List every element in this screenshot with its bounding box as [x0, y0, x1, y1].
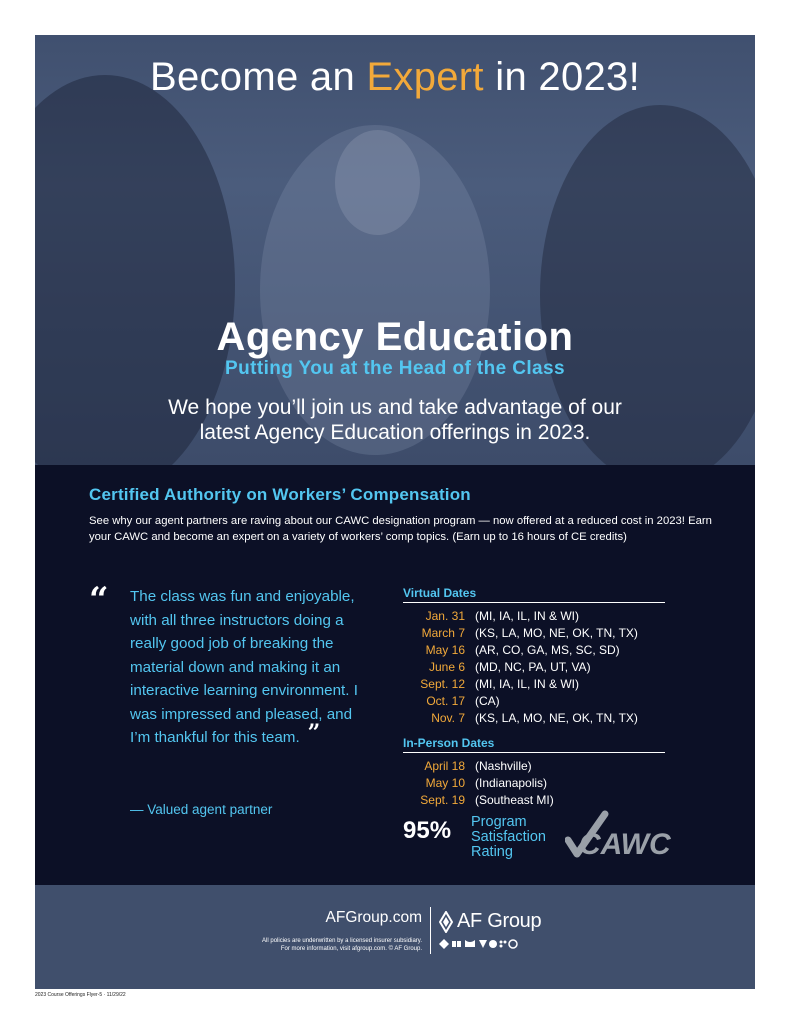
title-accent: Expert: [366, 55, 484, 99]
brand-icons: [439, 938, 549, 950]
testimonial-attribution: — Valued agent partner: [130, 802, 273, 817]
date: Oct. 17: [426, 694, 465, 708]
agency-education-heading: Agency Education: [216, 315, 574, 359]
testimonial-quote: [130, 585, 370, 750]
date: May 16: [425, 643, 465, 657]
date: Jan. 31: [425, 609, 465, 623]
date-states: (MD, NC, PA, UT, VA): [475, 660, 591, 674]
af-group-mark-icon: [439, 911, 453, 933]
footer: [35, 885, 755, 989]
open-quote-icon: “: [89, 580, 109, 620]
satisfaction-label-line: Rating: [471, 844, 513, 860]
satisfaction-label-line: Program: [471, 814, 527, 830]
close-quote-icon: ”: [307, 720, 321, 746]
date-row: [403, 659, 665, 676]
date-row: [403, 758, 665, 775]
date-location: (Nashville): [475, 759, 532, 773]
date-row: [403, 608, 665, 625]
date: June 6: [428, 660, 465, 674]
date: May 10: [425, 776, 465, 790]
date-row: [403, 676, 665, 693]
title-prefix: Become an: [149, 55, 367, 99]
flyer: [35, 35, 755, 989]
tagline: Putting You at the Head of the Class: [225, 358, 565, 379]
inperson-dates-list: [403, 758, 665, 809]
date: Sept. 19: [420, 793, 465, 807]
date-states: (AR, CO, GA, MS, SC, SD): [475, 643, 620, 657]
date: Nov. 7: [431, 711, 465, 725]
date-states: (KS, LA, MO, NE, OK, TN, TX): [475, 626, 638, 640]
footer-divider: [430, 907, 431, 954]
date-states: (CA): [475, 694, 500, 708]
testimonial-text: The class was fun and enjoyable, with all three instructors doing a really good job of breaking the material down and making it an interactive learning environment. I was impressed and pleased, and I’m thankful for this team.: [130, 588, 358, 746]
date-location: (Southeast MI): [475, 793, 554, 807]
date-states: (KS, LA, MO, NE, OK, TN, TX): [475, 711, 638, 725]
cawc-logo-text: CAWC: [579, 828, 671, 861]
date-location: (Indianapolis): [475, 776, 548, 790]
virtual-dates-list: [403, 608, 665, 727]
page-title: [35, 55, 755, 100]
date-states: (MI, IA, IL, IN & WI): [475, 677, 580, 691]
date-row: [403, 693, 665, 710]
hero-intro: We hope you’ll join us and take advantage of our latest Agency Education offerings in 2023.: [168, 396, 622, 444]
footer-url[interactable]: AFGroup.com: [325, 909, 422, 926]
af-group-wordmark: AF Group: [457, 910, 542, 932]
cawc-section: [35, 465, 755, 885]
footer-disclaimer: [35, 937, 422, 953]
title-suffix: in 2023!: [483, 55, 641, 99]
date-row: [403, 792, 665, 809]
inperson-dates-heading: In-Person Dates: [403, 736, 665, 753]
satisfaction-label-line: Satisfaction: [471, 829, 546, 845]
af-group-logo: [439, 910, 541, 933]
hero-section: [35, 35, 755, 465]
date-states: (MI, IA, IL, IN & WI): [475, 609, 580, 623]
cawc-intro: See why our agent partners are raving about our CAWC designation program — now offered at a reduced cost in 2023! Earn your CAWC and become an expert on a variety of workers’ comp topics. (Earn up to 16 hours of CE credits): [89, 515, 712, 543]
date-row: [403, 625, 665, 642]
date-row: [403, 642, 665, 659]
hero-photo-backdrop: [335, 130, 420, 235]
date-row: [403, 710, 665, 727]
document-code: 2023 Course Offerings Flyer-5 · 11/29/22: [35, 992, 126, 998]
date-row: [403, 775, 665, 792]
date: Sept. 12: [420, 677, 465, 691]
satisfaction-percent: 95%: [403, 817, 452, 844]
disclaimer-line: All policies are underwritten by a licensed insurer subsidiary.: [262, 938, 422, 944]
date: March 7: [421, 626, 465, 640]
dates-column: [403, 586, 665, 809]
disclaimer-line: For more information, visit afgroup.com. © AF Group.: [280, 946, 422, 952]
satisfaction-label: [471, 815, 571, 860]
cawc-logo-icon: [565, 810, 677, 870]
date: April 18: [424, 759, 465, 773]
subsidiary-brands-icon: [439, 938, 549, 950]
cawc-heading: Certified Authority on Workers’ Compensation: [89, 485, 471, 504]
virtual-dates-heading: Virtual Dates: [403, 586, 665, 603]
